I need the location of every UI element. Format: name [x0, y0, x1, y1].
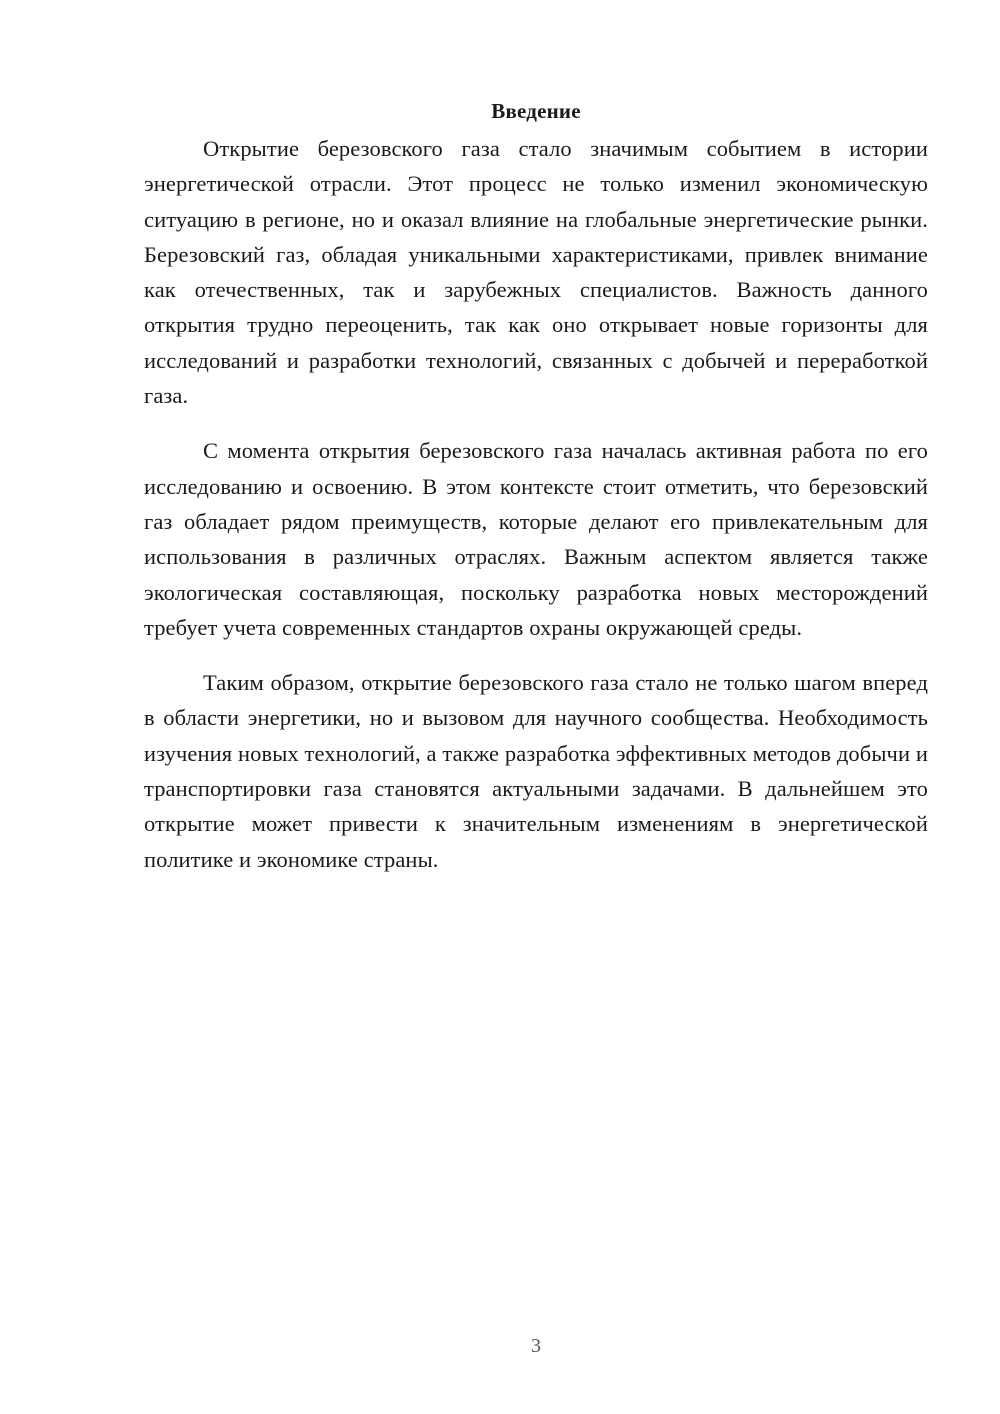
paragraph-3: Таким образом, открытие березовского газа стало не только шагом вперед в области энергетики, но и вызовом для научного сообщества. Необходимость изучения новых технологий, а также разработка эффективных методов добычи и транспортировки газа становятся актуальными задачами. В дальнейшем это открытие может привести к значительным изменениям в энергетической политике и экономике страны.: [144, 670, 928, 872]
page-content: [144, 95, 928, 897]
paragraph-1: Открытие березовского газа стало значимым событием в истории энергетической отрасли. Этот процесс не только изменил экономическую ситуацию в регионе, но и оказал влияние на глобальные энергетические рынки. Березовский газ, обладая уникальными характеристиками, привлек внимание как отечественных, так и зарубежных специалистов. Важность данного открытия трудно переоценить, так как оно открывает новые горизонты для исследований и разработки технологий, связанных с добычей и переработкой газа.: [144, 136, 928, 409]
paragraph-2: С момента открытия березовского газа началась активная работа по его исследованию и освоению. В этом контексте стоит отметить, что березовский газ обладает рядом преимуществ, которые делают его привлекательным для использования в различных отраслях. Важным аспектом является также экологическая составляющая, поскольку разработка новых месторождений требует учета современных стандартов охраны окружающей среды.: [144, 438, 928, 640]
section-title: Введение: [491, 99, 581, 123]
page-number: 3: [531, 1335, 541, 1357]
